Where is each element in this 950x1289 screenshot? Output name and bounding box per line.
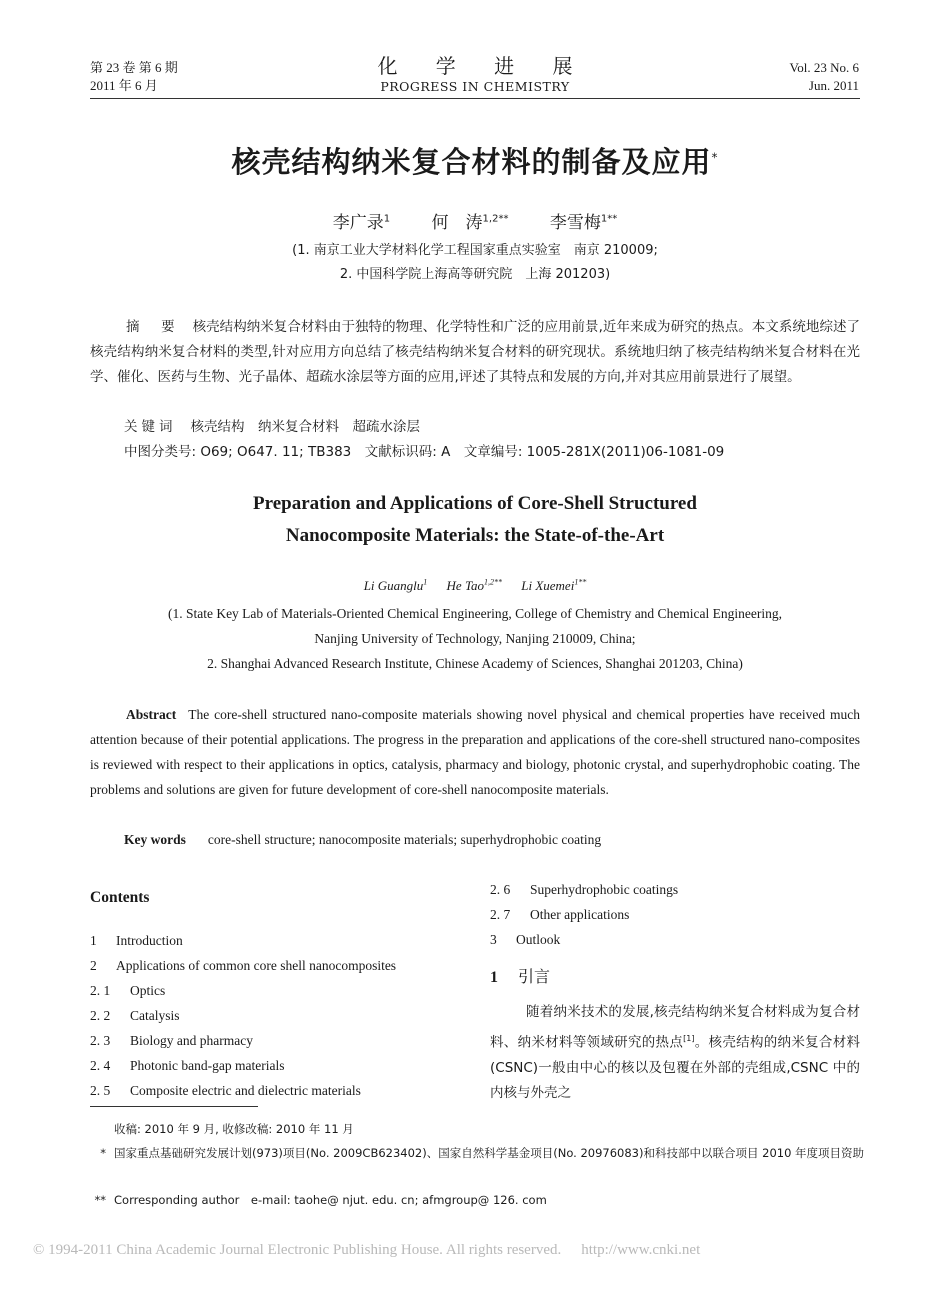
contents-item-number: 2. 1 [90, 983, 111, 998]
copyright-url: http://www.cnki.net [581, 1242, 701, 1258]
author-cn [550, 213, 617, 233]
contents-item [90, 928, 480, 953]
author-cn-sup: 1,2** [482, 213, 509, 225]
title-en [0, 488, 950, 552]
contents-item-number: 2. 6 [490, 882, 511, 897]
section-1-title: 引言 [518, 967, 551, 986]
keywords-en-label: Key words [124, 832, 186, 847]
header-volume-cn: 第 23 卷 第 6 期 [90, 60, 178, 75]
contents-item-number: 2. 2 [90, 1008, 111, 1023]
classification-line: 中图分类号: O69; O647. 11; TB383 文献标识码: A 文章编号: 1005-281X(2011)06-1081-09 [124, 444, 725, 460]
footnote-funding-text: 国家重点基础研究发展计划(973)项目(No. 2009CB623402)、国家自然科学基金项目(No. 20976083)和科技部中以联合项目 2010 年度项目资助 [114, 1146, 865, 1160]
footnote-divider [90, 1106, 258, 1107]
contents-item-number: 2. 4 [90, 1058, 111, 1073]
abstract-en [90, 702, 860, 802]
contents-item [90, 1053, 480, 1078]
section-1-paragraph [490, 1000, 860, 1107]
contents-item-title: Biology and pharmacy [130, 1033, 253, 1048]
authors-cn [0, 208, 950, 233]
affiliation-en-1: (1. State Key Lab of Materials-Oriented Chemical Engineering, College of Chemistry and Chemical Engineering, [167, 606, 783, 621]
contents-item [490, 902, 860, 927]
header-volume-en: Vol. 23 No. 6 [789, 60, 859, 75]
keywords-cn-label: 关键词 [124, 419, 177, 435]
author-cn-sup: 1 [383, 213, 391, 225]
author-cn [432, 213, 509, 233]
footnote-corresponding [90, 1189, 860, 1211]
footnote-corresponding-text: Corresponding author e-mail: taohe@ njut. edu. cn; afmgroup@ 126. com [114, 1193, 547, 1207]
contents-item-title: Photonic band-gap materials [130, 1058, 285, 1073]
copyright-text: © 1994-2011 China Academic Journal Electronic Publishing House. All rights reserved. [33, 1242, 562, 1258]
author-cn-name: 李广录 [332, 213, 384, 233]
contents-item-number: 2 [90, 958, 97, 973]
author-cn-name: 李雪梅 [549, 213, 601, 233]
contents-item-title: Catalysis [130, 1008, 180, 1023]
contents-item [90, 1003, 480, 1028]
contents-list-right [490, 877, 860, 952]
author-en-sup: 1,2** [483, 578, 502, 587]
section-1-heading [490, 964, 550, 987]
affiliation-cn-2: 2. 中国科学院上海高等研究院 上海 201203) [339, 267, 611, 282]
contents-item [90, 953, 480, 978]
section-1-number: 1 [490, 969, 498, 986]
contents-item [90, 978, 480, 1003]
abstract-cn-label: 摘 要 [126, 319, 179, 335]
contents-item-number: 2. 5 [90, 1083, 111, 1098]
title-cn [0, 140, 950, 181]
keywords-en-text: core-shell structure; nanocomposite materials; superhydrophobic coating [207, 832, 602, 847]
keywords-cn-text: 核壳结构 纳米复合材料 超疏水涂层 [190, 419, 420, 435]
contents-item-title: Optics [130, 983, 166, 998]
contents-heading: Contents [90, 889, 150, 906]
footnote-received: 收稿: 2010 年 9 月, 收修改稿: 2010 年 11 月 [114, 1122, 354, 1136]
author-en-name: Li Guanglu [363, 578, 424, 594]
contents-item [490, 927, 860, 952]
contents-item-number: 1 [90, 933, 97, 948]
title-en-line: Preparation and Applications of Core-Shell Structured [253, 493, 697, 514]
author-en-name: He Tao [446, 578, 484, 594]
contents-item-title: Outlook [516, 932, 561, 947]
header-date-cn: 2011 年 6 月 [90, 78, 158, 93]
author-cn-sup: 1** [600, 213, 618, 225]
title-cn-footnote-mark: * [711, 150, 719, 165]
author-en-name: Li Xuemei [521, 578, 575, 594]
abstract-en-label: Abstract [126, 707, 177, 722]
abstract-cn-text: 核壳结构纳米复合材料由于独特的物理、化学特性和广泛的应用前景,近年来成为研究的热点。本文系统地综述了核壳结构纳米复合材料的类型,针对应用方向总结了核壳结构纳米复合材料的研究现状。系统地归纳了核壳结构纳米复合材料在光学、催化、医药与生物、光子晶体、超疏水涂层等方面的应用,评述了其特点和发展的方向,并对其应用前景进行了展望。 [90, 319, 861, 385]
abstract-en-text: The core-shell structured nano-composite materials showing novel physical and chemical properties have received much attention because of their potential applications. The progress in the preparation and applications of the core-shell structured nano-composites is reviewed with respect to their applications in optics, catalysis, pharmacy and biology, photonic crystal, and superhydrophobic coating. The problems and solutions are given for future development of core-shell nanocomposite materials. [90, 707, 860, 797]
contents-item-title: Composite electric and dielectric materials [130, 1083, 361, 1098]
authors-en [0, 578, 950, 594]
contents-item-title: Other applications [530, 907, 630, 922]
citation-ref: [1] [683, 1033, 695, 1043]
copyright-notice [33, 1242, 700, 1259]
contents-item [490, 877, 860, 902]
header-issue-en [790, 59, 859, 95]
author-en [521, 578, 586, 593]
title-cn-text: 核壳结构纳米复合材料的制备及应用 [231, 145, 712, 179]
footnote-corresponding-mark: ** [94, 1193, 106, 1207]
author-en [447, 578, 502, 593]
journal-name-en: PROGRESS IN CHEMISTRY [380, 79, 570, 94]
keywords-en [124, 827, 860, 852]
contents-list-left [90, 928, 480, 1103]
contents-item [90, 1078, 480, 1103]
contents-item-number: 2. 7 [490, 907, 511, 922]
footnote-funding [90, 1142, 884, 1164]
affiliation-en-2: Nanjing University of Technology, Nanjing 210009, China; [314, 631, 636, 646]
title-en-line: Nanocomposite Materials: the State-of-the-Art [285, 525, 665, 546]
contents-item-title: Introduction [116, 933, 183, 948]
abstract-cn [90, 315, 860, 390]
author-en-sup: 1** [574, 578, 587, 587]
contents-item-number: 3 [490, 932, 497, 947]
header-divider [90, 98, 860, 99]
keywords-cn [124, 415, 420, 440]
author-cn [333, 213, 390, 233]
header-date-en: Jun. 2011 [808, 78, 859, 93]
author-en-sup: 1 [423, 578, 428, 587]
journal-name-cn: 化 学 进 展 [377, 54, 589, 78]
contents-item-number: 2. 3 [90, 1033, 111, 1048]
footnote-funding-mark: * [100, 1146, 106, 1160]
section-1-text-b: 。核壳结构的纳米复合材料(CSNC)一般由中心的核以及包覆在外部的壳组成,CSNC 中的内核与外壳之 [490, 1034, 861, 1101]
affiliation-en-3: 2. Shanghai Advanced Research Institute, Chinese Academy of Sciences, Shanghai 201203, China) [207, 656, 743, 671]
section-1-text-a: 随着纳米技术的发展,核壳结构纳米复合材料成为复合材料、纳米材料等领域研究的热点 [490, 1004, 860, 1050]
contents-item [90, 1028, 480, 1053]
author-cn-name: 何 涛 [431, 213, 483, 233]
affiliation-cn-1: (1. 南京工业大学材料化学工程国家重点实验室 南京 210009; [292, 243, 658, 258]
contents-item-title: Applications of common core shell nanocomposites [116, 958, 397, 973]
author-en [364, 578, 428, 593]
contents-item-title: Superhydrophobic coatings [530, 882, 679, 897]
